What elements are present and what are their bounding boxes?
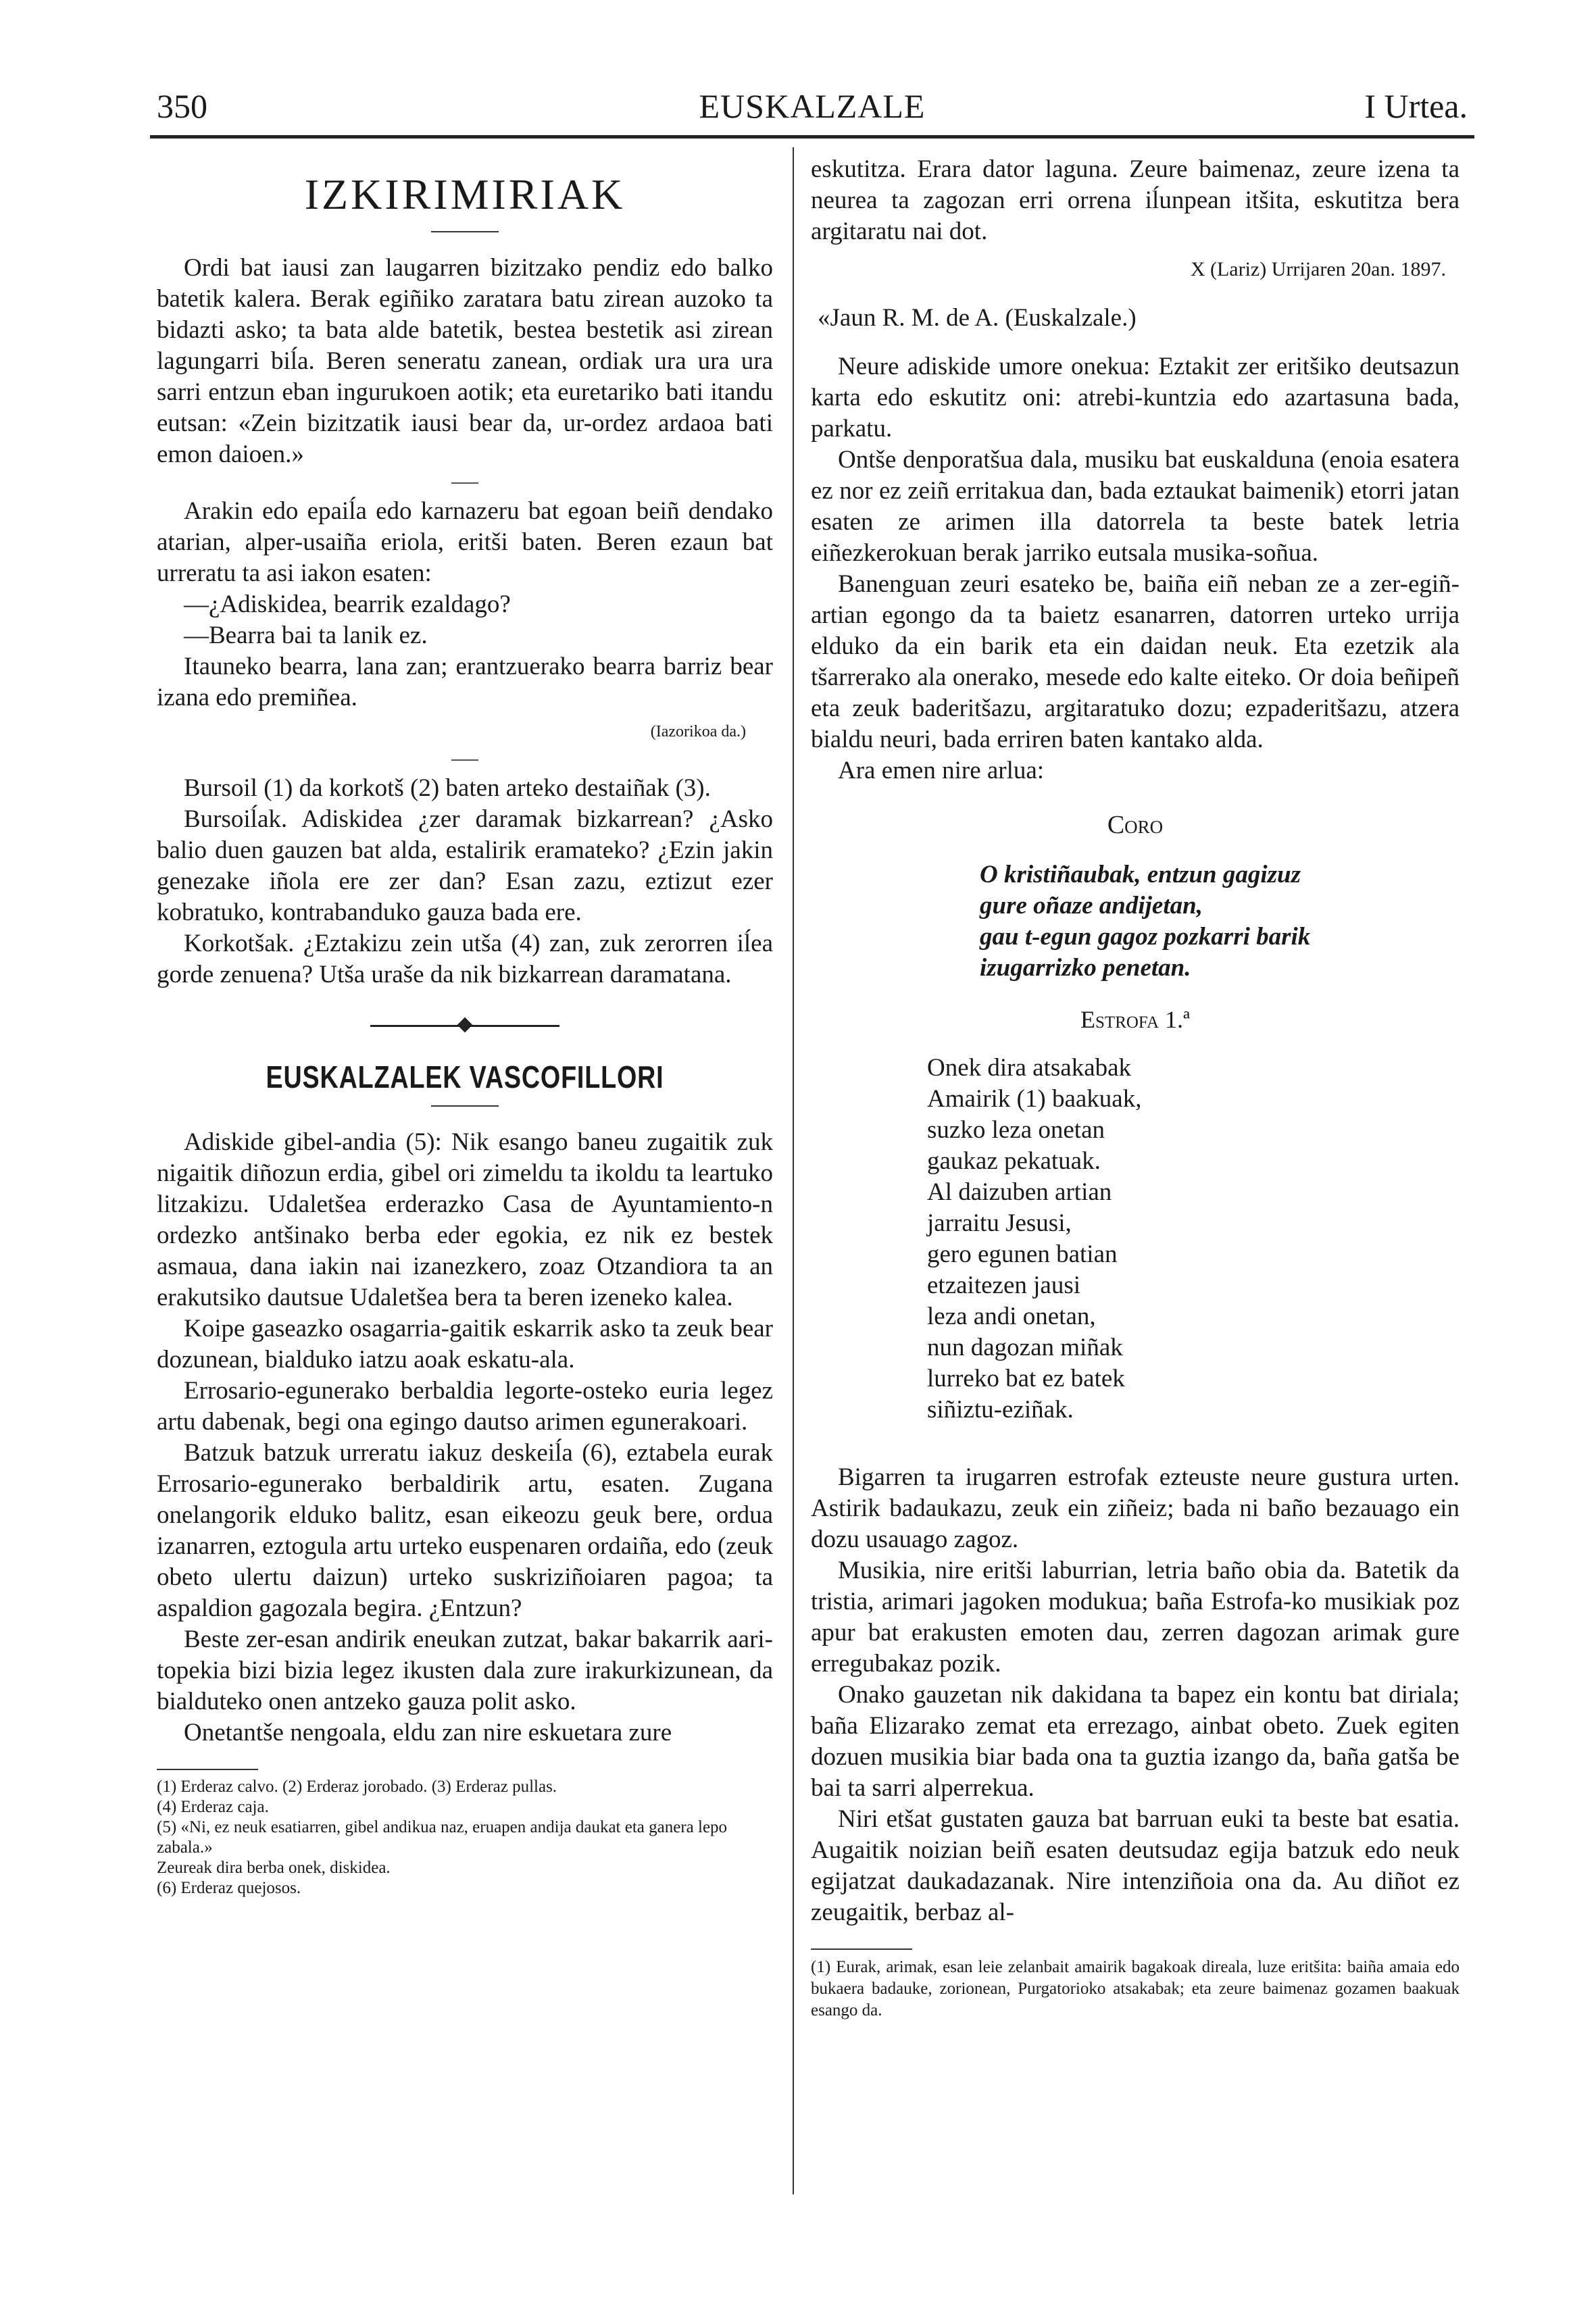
right-column (811, 154, 1460, 2021)
verse-line: gau t-egun gagoz pozkarri barik (980, 923, 1311, 951)
paragraph: eskutitza. Erara dator laguna. Zeure baimenaz, zeure izena ta neurea ta zagozan erri orrena iĺunpean itšita, eskutitza bera argitaratu nai dot. (811, 155, 1460, 245)
footnote: (1) Eurak, arimak, esan leie zelanbait amairik bagakoak direala, luze eritšita: baiña amaia edo bukaera badauke, zorionean, Purgatorioko atsakabak; eta zeure baimenaz gozamen baakuak esango da. (811, 1958, 1460, 2019)
verse-line: Onek dira atsakabak (927, 1054, 1132, 1082)
footnote: (4) Erderaz caja. (157, 1798, 269, 1816)
letter-salutation: «Jaun R. M. de A. (Euskalzale.) (818, 304, 1137, 332)
paragraph: Koipe gaseazko osagarria-gaitik eskarrik asko ta zeuk bear dozunean, bialduko iatzu aoak eskatu-ala. (157, 1315, 773, 1374)
ornament-divider (370, 1017, 559, 1034)
verse-line: nun dagozan miñak (927, 1334, 1123, 1361)
section-title-izkirimiriak: IZKIRIMIRIAK (304, 170, 626, 218)
verse-line: lurreko bat ez batek (927, 1365, 1125, 1392)
verse-line: leza andi onetan, (927, 1303, 1096, 1330)
title-rule (431, 231, 499, 232)
page-header (157, 80, 1468, 134)
paragraph: Batzuk batzuk urreratu iakuz deskeiĺa (6), eztabela eurak Errosario-egunerako berbaldirik artu, esaten. Zugana onelangorik elduko balitz, esan eikeozu geuk bere, ordua izanarren, eztogula artu urteko euspenaren ordaiña, edo (zeuk obeto ulertu daizun) urteko suskriziñoiaren pagoa; ta aspaldion gagozala begira. ¿Entzun? (157, 1439, 773, 1622)
paragraph: Musikia, nire eritši laburrian, letria baño obia da. Batetik da tristia, arimari jagoken modukua; baña Estrofa-ko musikiak poz apur bat erakusten emoten dau, zerren dagozan arimak gure erregubakaz pozik. (811, 1557, 1460, 1678)
coro-stanza (980, 859, 1460, 984)
verse-line: gure oñaze andijetan, (980, 892, 1203, 920)
paragraph: Neure adiskide umore onekua: Eztakit zer eritšiko deutsazun karta edo eskutitz oni: atrebi-kuntzia edo azartasuna bada, parkatu. (811, 353, 1460, 443)
footnote: Zeureak dira berba onek, diskidea. (157, 1859, 391, 1877)
verse-line: O kristiñaubak, entzun gagizuz (980, 861, 1301, 888)
header-rule (150, 135, 1474, 139)
source-note: (Iazorikoa da.) (650, 723, 746, 740)
paragraph: Ara emen nire arlua: (838, 757, 1045, 784)
verse-line: etzaitezen jausi (927, 1272, 1081, 1299)
paragraph: Bursoiĺak. Adiskidea ¿zer daramak bizkarrean? ¿Asko balio duen gauzen bat alda, estalirik eramateko? ¿Ezin jakin genezake iñola ere zer dan? Esan zazu, eztizut ezer kobratuko, kontrabanduko gauza bada ere. (157, 805, 773, 926)
title-rule (431, 1105, 499, 1107)
letter-date: X (Lariz) Urrijaren 20an. 1897. (1190, 258, 1446, 280)
paragraph: Adiskide gibel-andia (5): Nik esango baneu zugaitik zuk nigaitik diñozun erdia, gibel ori zimeldu ta ikoldu ta leartuko litzakizu. Udaletšea erderazko Casa de Ayuntamiento-n ordezko antšinako berba eder egokia, ez nik ez bestek asmaua, dana iakin nai izanezkero, zoaz Otzandiora ta an erakutsiko dautsue Udaletšea bera ta beren izeneko kalea. (157, 1128, 773, 1311)
spacer (811, 1426, 1460, 1462)
coro-heading: Coro (1107, 811, 1164, 839)
paragraph: Beste zer-esan andirik eneukan zutzat, bakar bakarrik aari-topekia bizi bizia legez ikusten dala zure irakurkizunean, da bialduteko onen antzeko gauza polit asko. (157, 1626, 773, 1715)
footnote-rule (157, 1769, 258, 1770)
dialogue-line: —Bearra bai ta lanik ez. (184, 622, 428, 649)
paragraph: Bursoil (1) da korkotš (2) baten arteko destaiñak (3). (184, 774, 711, 802)
journal-title: EUSKALZALE (699, 87, 926, 125)
separator (451, 759, 478, 761)
paragraph: Korkotšak. ¿Eztakizu zein utša (4) zan, zuk zerorren iĺea gorde zenuena? Utša uraše da nik bizkarrean daramatana. (157, 930, 773, 988)
paragraph: Ordi bat iausi zan laugarren bizitzako pendiz edo balko batetik kalera. Berak egiñiko zaratara batu zirean auzoko ta bidazti asko; ta bata alde batetik, bestea bestetik asi zirean lagungarri biĺa. Beren seneratu zanean, ordiak ura ura ura sarri entzun eban ingurukoen aotik; eta euretariko bati itandu eutsan: «Zein bizitzatik iausi bear da, ur-ordez ardaoa bati emon daioen.» (157, 254, 773, 468)
paragraph: Bigarren ta irugarren estrofak ezteuste neure gustura urten. Astirik badaukazu, zeuk ein ziñeiz; bada ni baño bezauago ein dozu usauago zagoz. (811, 1463, 1460, 1553)
verse-line: izugarrizko penetan. (980, 954, 1191, 982)
paragraph: Niri etšat gustaten gauza bat barruan euki ta beste bat esatia. Augaitik noizian beiñ esaten deutsudaz egija batzuk edo neuk egijatzat daukadazanak. Nire intenziñoia ona da. Au diñot ez zeugaitik, berbaz al- (811, 1805, 1460, 1926)
verse-line: Al daizuben artian (927, 1178, 1112, 1206)
footnote: (6) Erderaz quejosos. (157, 1879, 301, 1897)
paragraph: Onetantše nengoala, eldu zan nire eskuetara zure (184, 1719, 672, 1746)
paragraph: Banenguan zeuri esateko be, baiña eiñ neban ze a zer-egiñ-artian egongo da ta baietz esanarren, datorren urteko urrija elduko da ein barik eta ein daidan neuk. Eta ezetzik ala tšarrerako ala onerako, mesede edo kalte eiteko. Or doia beñipeñ eta zeuk baderitšazu, argitaratuko dozu; ezpaderitšazu, atzera bialdu neuri, bada erriren baten kantako alda. (811, 570, 1460, 753)
footnote: (5) «Ni, ez neuk esatiarren, gibel andikua naz, eruapen andija daukat eta ganera lepo zabala.» (157, 1818, 728, 1857)
paragraph: Errosario-egunerako berbaldia legorte-osteko euria legez artu dabenak, begi ona egingo dautso arimen egunerakoari. (157, 1377, 773, 1436)
verse-line: gaukaz pekatuak. (927, 1147, 1101, 1175)
verse-line: jarraitu Jesusi, (927, 1209, 1072, 1237)
dialogue-line: —¿Adiskidea, bearrik ezaldago? (184, 590, 511, 618)
verse-line: suzko leza onetan (927, 1116, 1105, 1144)
issue-label: I Urtea. (1364, 87, 1468, 125)
section-title-euskalzalek: EUSKALZALEK VASCOFILLORI (266, 1059, 664, 1095)
footnote-rule (811, 1948, 912, 1950)
left-column (157, 154, 773, 1898)
footnote: (1) Erderaz calvo. (2) Erderaz jorobado. (3) Erderaz pullas. (157, 1778, 557, 1796)
verse-line: Amairik (1) baakuak, (927, 1085, 1142, 1113)
paragraph: Onako gauzetan nik dakidana ta bapez ein kontu bat diriala; baña Elizarako zemat eta errezago, ainbat obeto. Zuek egiten dozuen musikia biar bada ona ta guztia izango da, baña gatša be bai ta sarri alperrekua. (811, 1681, 1460, 1802)
verse-line: siñiztu-eziñak. (927, 1396, 1074, 1424)
separator (451, 482, 478, 484)
paragraph: Itauneko bearra, lana zan; erantzuerako bearra barriz bear izana edo premiñea. (157, 653, 773, 711)
paragraph: Ontše denporatšua dala, musiku bat euskalduna (enoia esatera ez nor ez zeiñ erritakua dan, bada eztaukat baimenik) etorri jatan esaten ze arimen illa datorrela ta beste batek letria eiñezkerokuan berak jarriko eutsala musika-soñua. (811, 446, 1460, 567)
estrofa-verse (927, 1053, 1460, 1426)
verse-line: gero egunen batian (927, 1240, 1118, 1268)
estrofa-heading: Estrofa 1.ª (1080, 1006, 1190, 1033)
paragraph: Arakin edo epaiĺa edo karnazeru bat egoan beiñ dendako atarian, alper-usaiña eriola, eritši baten. Beren ezaun bat urreratu ta asi iakon esaten: (157, 497, 773, 587)
page-number: 350 (157, 87, 207, 125)
column-divider (793, 147, 794, 2194)
